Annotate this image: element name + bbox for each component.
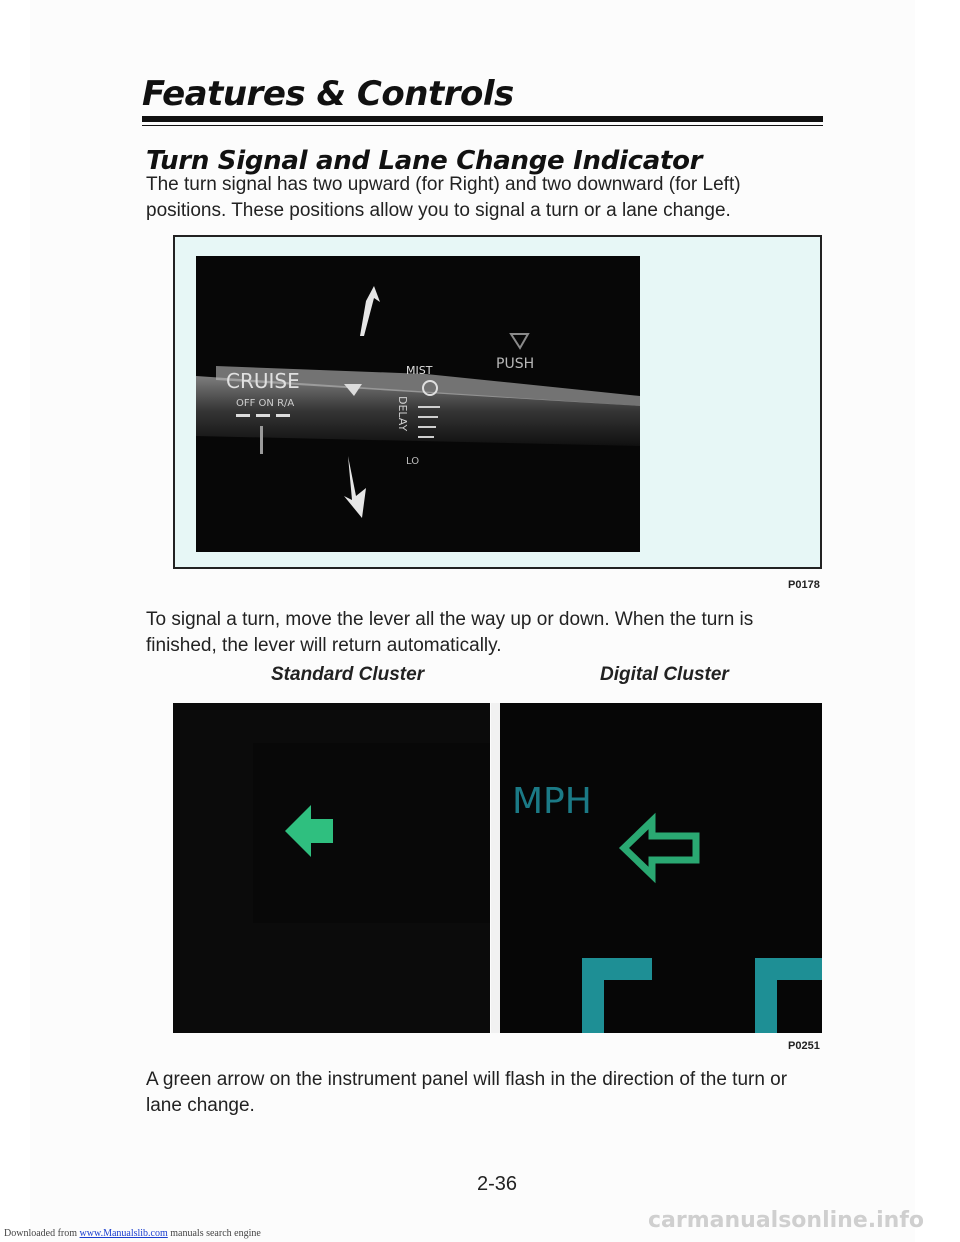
- mph-label: MPH: [512, 781, 592, 822]
- instruction-paragraph: To signal a turn, move the lever all the way up or down. When the turn is finished, the lever will return automatically.: [146, 609, 754, 656]
- download-footer: [4, 1228, 261, 1239]
- delay-label: DELAY: [396, 396, 409, 432]
- lo-label: LO: [406, 456, 420, 467]
- footer-suffix: manuals search engine: [167, 1228, 261, 1239]
- manualslib-link[interactable]: www.Manualslib.com: [79, 1228, 168, 1239]
- footer-prefix: Downloaded from: [4, 1228, 80, 1239]
- page-title: Turn Signal and Lane Change Indicator: [146, 146, 703, 176]
- turn-signal-lever-photo: [196, 256, 640, 552]
- cruise-states-label: OFF ON R/A: [236, 398, 295, 409]
- page-number: 2-36: [477, 1173, 518, 1195]
- lever-illustration: [196, 256, 640, 552]
- section-header: Features & Controls: [142, 74, 514, 114]
- header-rule-thin: [142, 125, 823, 126]
- figure1-caption: P0178: [788, 579, 820, 591]
- cluster-divider: [491, 703, 500, 1033]
- standard-cluster-label: Standard Cluster: [271, 664, 425, 685]
- mist-label: MIST: [406, 364, 433, 377]
- header-rule: [142, 116, 823, 122]
- watermark: carmanualsonline.info: [648, 1208, 924, 1233]
- digital-cluster-photo: [500, 703, 822, 1033]
- cruise-label: CRUISE: [226, 369, 300, 393]
- intro-paragraph: The turn signal has two upward (for Right) and two downward (for Left) positions. These positions allow you to signal a turn or a lane change.: [146, 174, 741, 221]
- push-label: PUSH: [496, 356, 535, 372]
- closing-paragraph: A green arrow on the instrument panel will flash in the direction of the turn or lane change.: [146, 1069, 788, 1116]
- digital-cluster-label: Digital Cluster: [600, 664, 729, 685]
- standard-cluster-photo: [173, 703, 490, 1033]
- figure2-caption: P0251: [788, 1040, 820, 1052]
